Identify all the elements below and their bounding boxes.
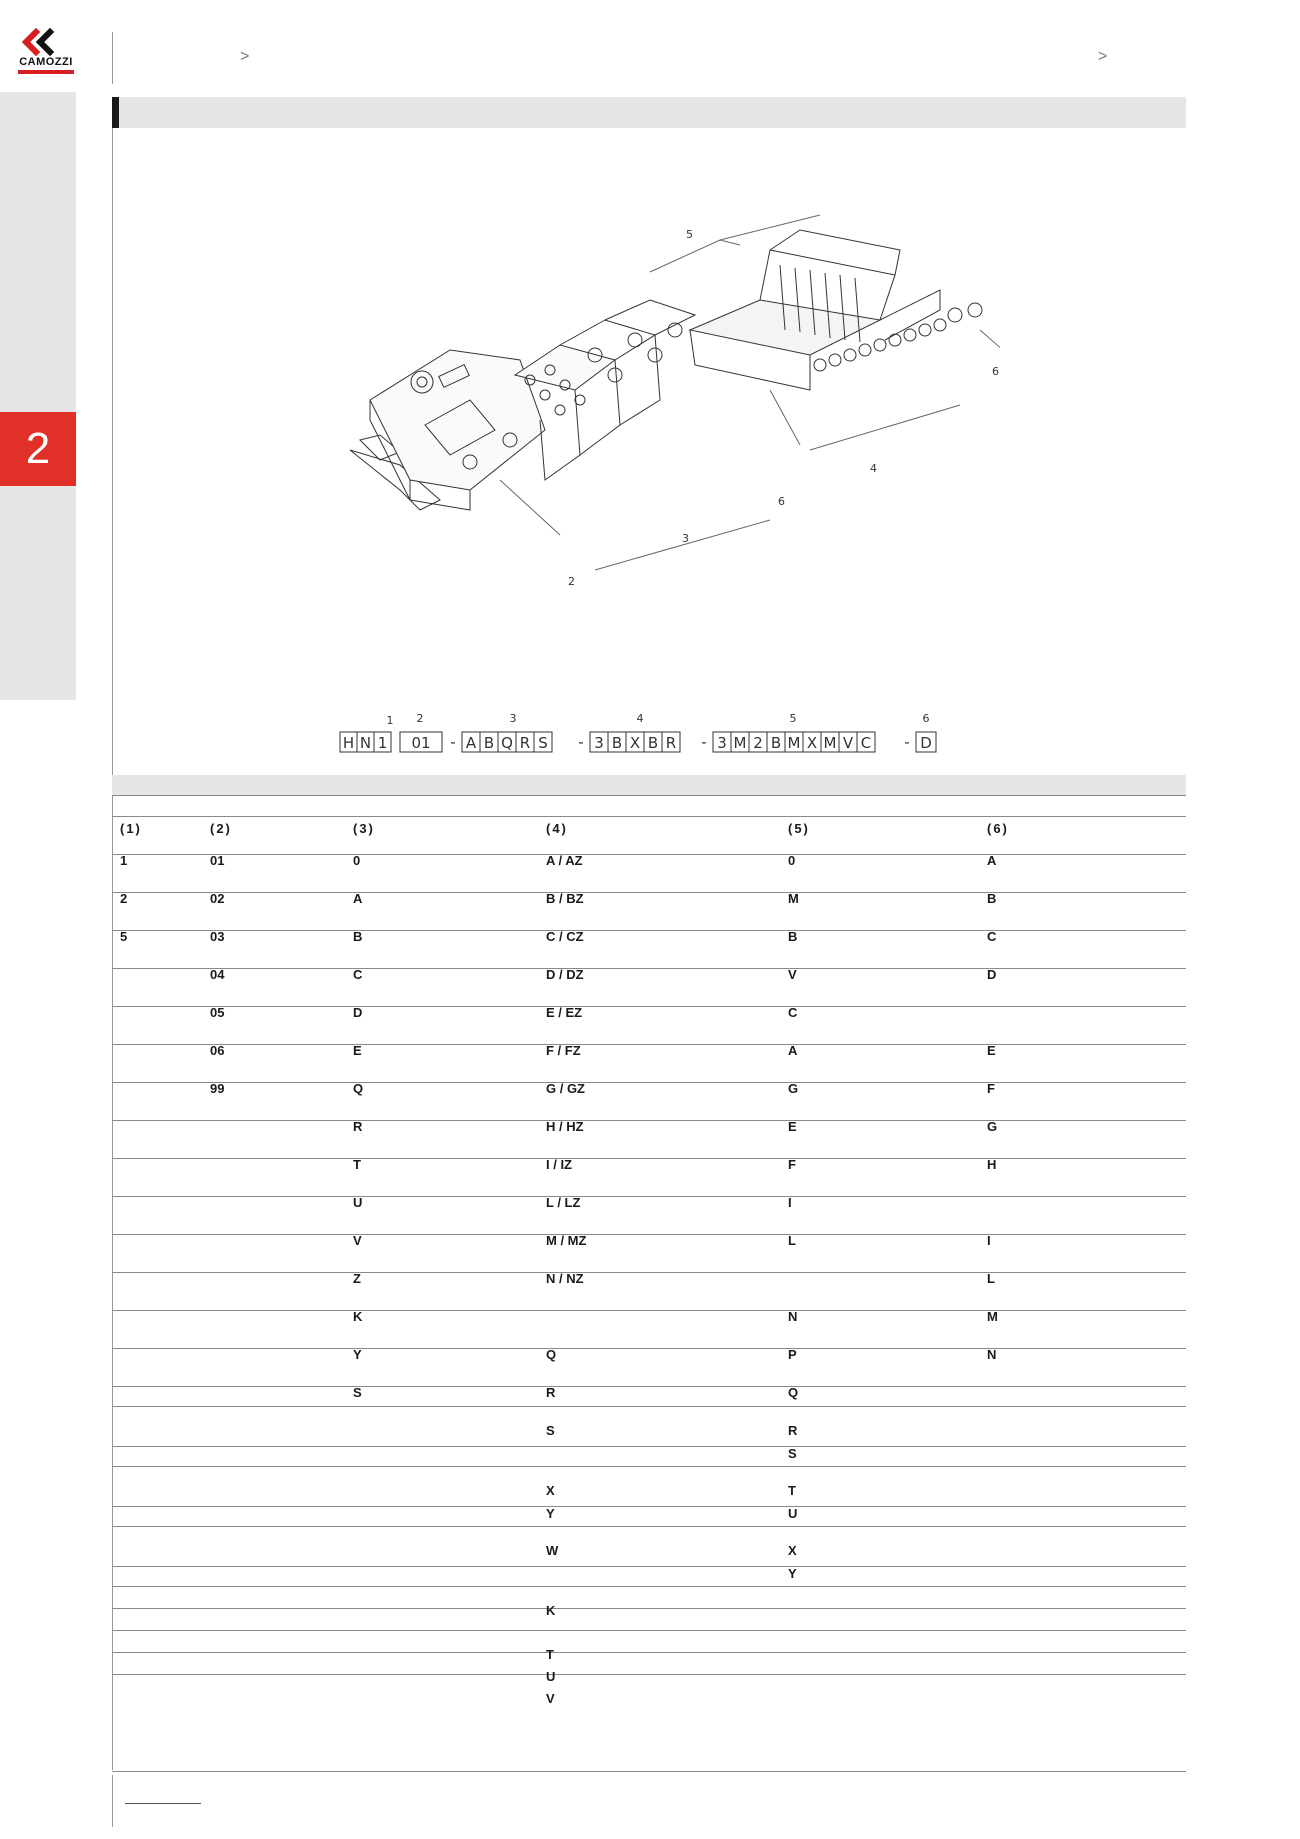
table-cell: T	[546, 1647, 554, 1662]
code-char: A	[465, 734, 477, 752]
table-cell: D	[353, 1005, 363, 1020]
brand-wordmark: CAMOZZI	[19, 56, 73, 68]
table-cell: X	[788, 1543, 797, 1558]
table-rule	[112, 1406, 1186, 1407]
code-separator: -	[450, 733, 456, 751]
header-divider	[112, 32, 113, 84]
table-rule	[112, 1348, 1186, 1349]
footer-rule	[125, 1803, 201, 1804]
table-cell: S	[546, 1423, 555, 1438]
table-rule	[112, 1466, 1186, 1467]
table-cell: G	[788, 1081, 799, 1096]
code-char: 1	[377, 734, 388, 752]
code-group-number: 5	[789, 712, 797, 725]
table-cell: 05	[210, 1005, 225, 1020]
table-cell: B	[987, 891, 997, 906]
code-group-number: 3	[509, 712, 517, 725]
table-rule	[112, 1196, 1186, 1197]
table-cell: E	[788, 1119, 797, 1134]
table-cell: U	[353, 1195, 363, 1210]
table-rule	[112, 1446, 1186, 1447]
table-cell: 5	[120, 929, 128, 944]
code-separator: -	[578, 733, 584, 751]
table-cell: A	[353, 891, 363, 906]
breadcrumb-chevron-icon[interactable]: >	[1098, 48, 1108, 65]
table-header-cell: (3)	[353, 821, 375, 836]
callout-2: 2	[568, 575, 575, 588]
table-cell: Q	[546, 1347, 557, 1362]
chapter-number: 2	[25, 424, 51, 473]
table-cell: F	[987, 1081, 995, 1096]
code-separator: -	[701, 733, 707, 751]
code-char: M	[823, 734, 837, 752]
table-cell: N	[987, 1347, 997, 1362]
code-separator: -	[904, 733, 910, 751]
table-rule	[112, 1586, 1186, 1587]
chapter-tab[interactable]	[0, 412, 76, 486]
brand-underline	[18, 70, 74, 74]
table-cell: H / HZ	[546, 1119, 584, 1134]
ordering-code	[330, 710, 950, 760]
table-cell: U	[546, 1669, 556, 1684]
table-cell: Y	[353, 1347, 362, 1362]
breadcrumb-chevron-icon[interactable]: >	[240, 48, 250, 65]
table-rule	[112, 1310, 1186, 1311]
table-cell: D	[987, 967, 997, 982]
table-rule	[112, 1630, 1186, 1631]
table-header-cell: (2)	[210, 821, 232, 836]
table-cell: V	[546, 1691, 555, 1706]
table-rule	[112, 795, 1186, 796]
table-cell: I	[987, 1233, 991, 1248]
code-char: B	[647, 734, 659, 752]
code-char: 2	[753, 734, 763, 752]
table-cell: D / DZ	[546, 967, 584, 982]
code-char: S	[538, 734, 548, 752]
table-cell: X	[546, 1483, 555, 1498]
table-cell: 03	[210, 929, 225, 944]
table-cell: 06	[210, 1043, 225, 1058]
code-char: H	[342, 734, 355, 752]
table-rule	[112, 1526, 1186, 1527]
code-char: M	[733, 734, 747, 752]
code-char: D	[920, 734, 932, 752]
code-char: R	[519, 734, 531, 752]
table-rule	[112, 930, 1186, 931]
table-rule	[112, 892, 1186, 893]
callout-3: 3	[682, 532, 689, 545]
table-cell: P	[788, 1347, 797, 1362]
table-cell: M / MZ	[546, 1233, 587, 1248]
table-cell: Y	[546, 1506, 555, 1521]
table-cell: K	[546, 1603, 556, 1618]
table-rule	[112, 1234, 1186, 1235]
code-char: B	[483, 734, 495, 752]
table-cell: 2	[120, 891, 128, 906]
table-cell: V	[788, 967, 797, 982]
code-char: B	[611, 734, 623, 752]
code-char: V	[842, 734, 854, 752]
callout-6: 6	[992, 365, 999, 378]
table-cell: L	[987, 1271, 995, 1286]
table-cell: F	[788, 1157, 796, 1172]
table-cell: 0	[788, 853, 796, 868]
table-cell: W	[546, 1543, 559, 1558]
code-char: Q	[501, 734, 513, 752]
section-title-marker	[112, 97, 119, 128]
table-rule	[112, 1120, 1186, 1121]
code-char: 3	[717, 734, 727, 752]
code-char: 3	[594, 734, 604, 752]
code-char: 01	[411, 734, 431, 752]
table-rule	[112, 968, 1186, 969]
table-cell: E	[353, 1043, 362, 1058]
table-rule	[112, 1272, 1186, 1273]
table-cell: I / IZ	[546, 1157, 572, 1172]
table-cell: 04	[210, 967, 225, 982]
table-rule	[112, 1566, 1186, 1567]
code-char: M	[787, 734, 801, 752]
code-char: R	[665, 734, 677, 752]
code-char: X	[806, 734, 818, 752]
table-cell: H	[987, 1157, 997, 1172]
table-cell: B	[788, 929, 798, 944]
content-divider	[112, 128, 113, 1770]
table-cell: K	[353, 1309, 363, 1324]
table-cell: S	[788, 1446, 797, 1461]
table-cell: N / NZ	[546, 1271, 584, 1286]
table-cell: A	[788, 1043, 798, 1058]
table-header-cell: (6)	[987, 821, 1009, 836]
callout-6b: 6	[778, 495, 785, 508]
table-header-band	[112, 775, 1186, 795]
table-cell: 02	[210, 891, 225, 906]
table-bottom-rule	[112, 1771, 1186, 1772]
table-cell: R	[788, 1423, 798, 1438]
table-header-cell: (5)	[788, 821, 810, 836]
valve-island-drawing	[340, 190, 1000, 600]
table-rule	[112, 1158, 1186, 1159]
table-cell: Y	[788, 1566, 797, 1581]
table-cell: L / LZ	[546, 1195, 581, 1210]
table-cell: N	[788, 1309, 798, 1324]
table-cell: E	[987, 1043, 996, 1058]
table-cell: C / CZ	[546, 929, 584, 944]
table-rule	[112, 1608, 1186, 1609]
table-rule	[112, 1006, 1186, 1007]
table-cell: C	[788, 1005, 798, 1020]
code-group-number: 6	[922, 712, 930, 725]
table-cell: L	[788, 1233, 796, 1248]
table-cell: B	[353, 929, 363, 944]
callout-5: 5	[686, 228, 693, 241]
table-cell: V	[353, 1233, 362, 1248]
table-cell: Z	[353, 1271, 361, 1286]
table-cell: G / GZ	[546, 1081, 585, 1096]
table-cell: A	[987, 853, 997, 868]
code-group-number: 4	[636, 712, 644, 725]
table-cell: E / EZ	[546, 1005, 583, 1020]
table-rule	[112, 1506, 1186, 1507]
table-rule	[112, 1386, 1186, 1387]
table-cell: B / BZ	[546, 891, 584, 906]
table-rule	[112, 1044, 1186, 1045]
table-header-cell: (4)	[546, 821, 568, 836]
table-cell: F / FZ	[546, 1043, 581, 1058]
table-rule	[112, 1082, 1186, 1083]
table-cell: U	[788, 1506, 798, 1521]
code-char: N	[359, 734, 372, 752]
callout-4: 4	[870, 462, 877, 475]
table-cell: R	[353, 1119, 363, 1134]
code-char: B	[770, 734, 782, 752]
table-cell: Q	[353, 1081, 364, 1096]
table-rule	[112, 854, 1186, 855]
table-cell: 1	[120, 853, 128, 868]
code-group-number: 1	[386, 714, 394, 727]
code-group-number: 2	[416, 712, 424, 725]
table-cell: S	[353, 1385, 362, 1400]
table-rule	[112, 816, 1186, 817]
table-cell: T	[788, 1483, 796, 1498]
footer-divider	[112, 1775, 113, 1827]
code-char: C	[860, 734, 872, 752]
table-header-cell: (1)	[120, 821, 142, 836]
table-cell: C	[987, 929, 997, 944]
table-cell: T	[353, 1157, 361, 1172]
table-cell: Q	[788, 1385, 799, 1400]
table-cell: C	[353, 967, 363, 982]
side-band	[0, 92, 76, 700]
table-cell: R	[546, 1385, 556, 1400]
section-title-band	[112, 97, 1186, 128]
table-cell: A / AZ	[546, 853, 583, 868]
table-rule	[112, 1674, 1186, 1675]
table-cell: I	[788, 1195, 792, 1210]
table-cell: M	[987, 1309, 998, 1324]
table-cell: 0	[353, 853, 361, 868]
table-rule	[112, 1652, 1186, 1653]
code-char: X	[629, 734, 641, 752]
table-cell: 01	[210, 853, 225, 868]
table-cell: 99	[210, 1081, 225, 1096]
table-cell: G	[987, 1119, 998, 1134]
table-cell: M	[788, 891, 799, 906]
